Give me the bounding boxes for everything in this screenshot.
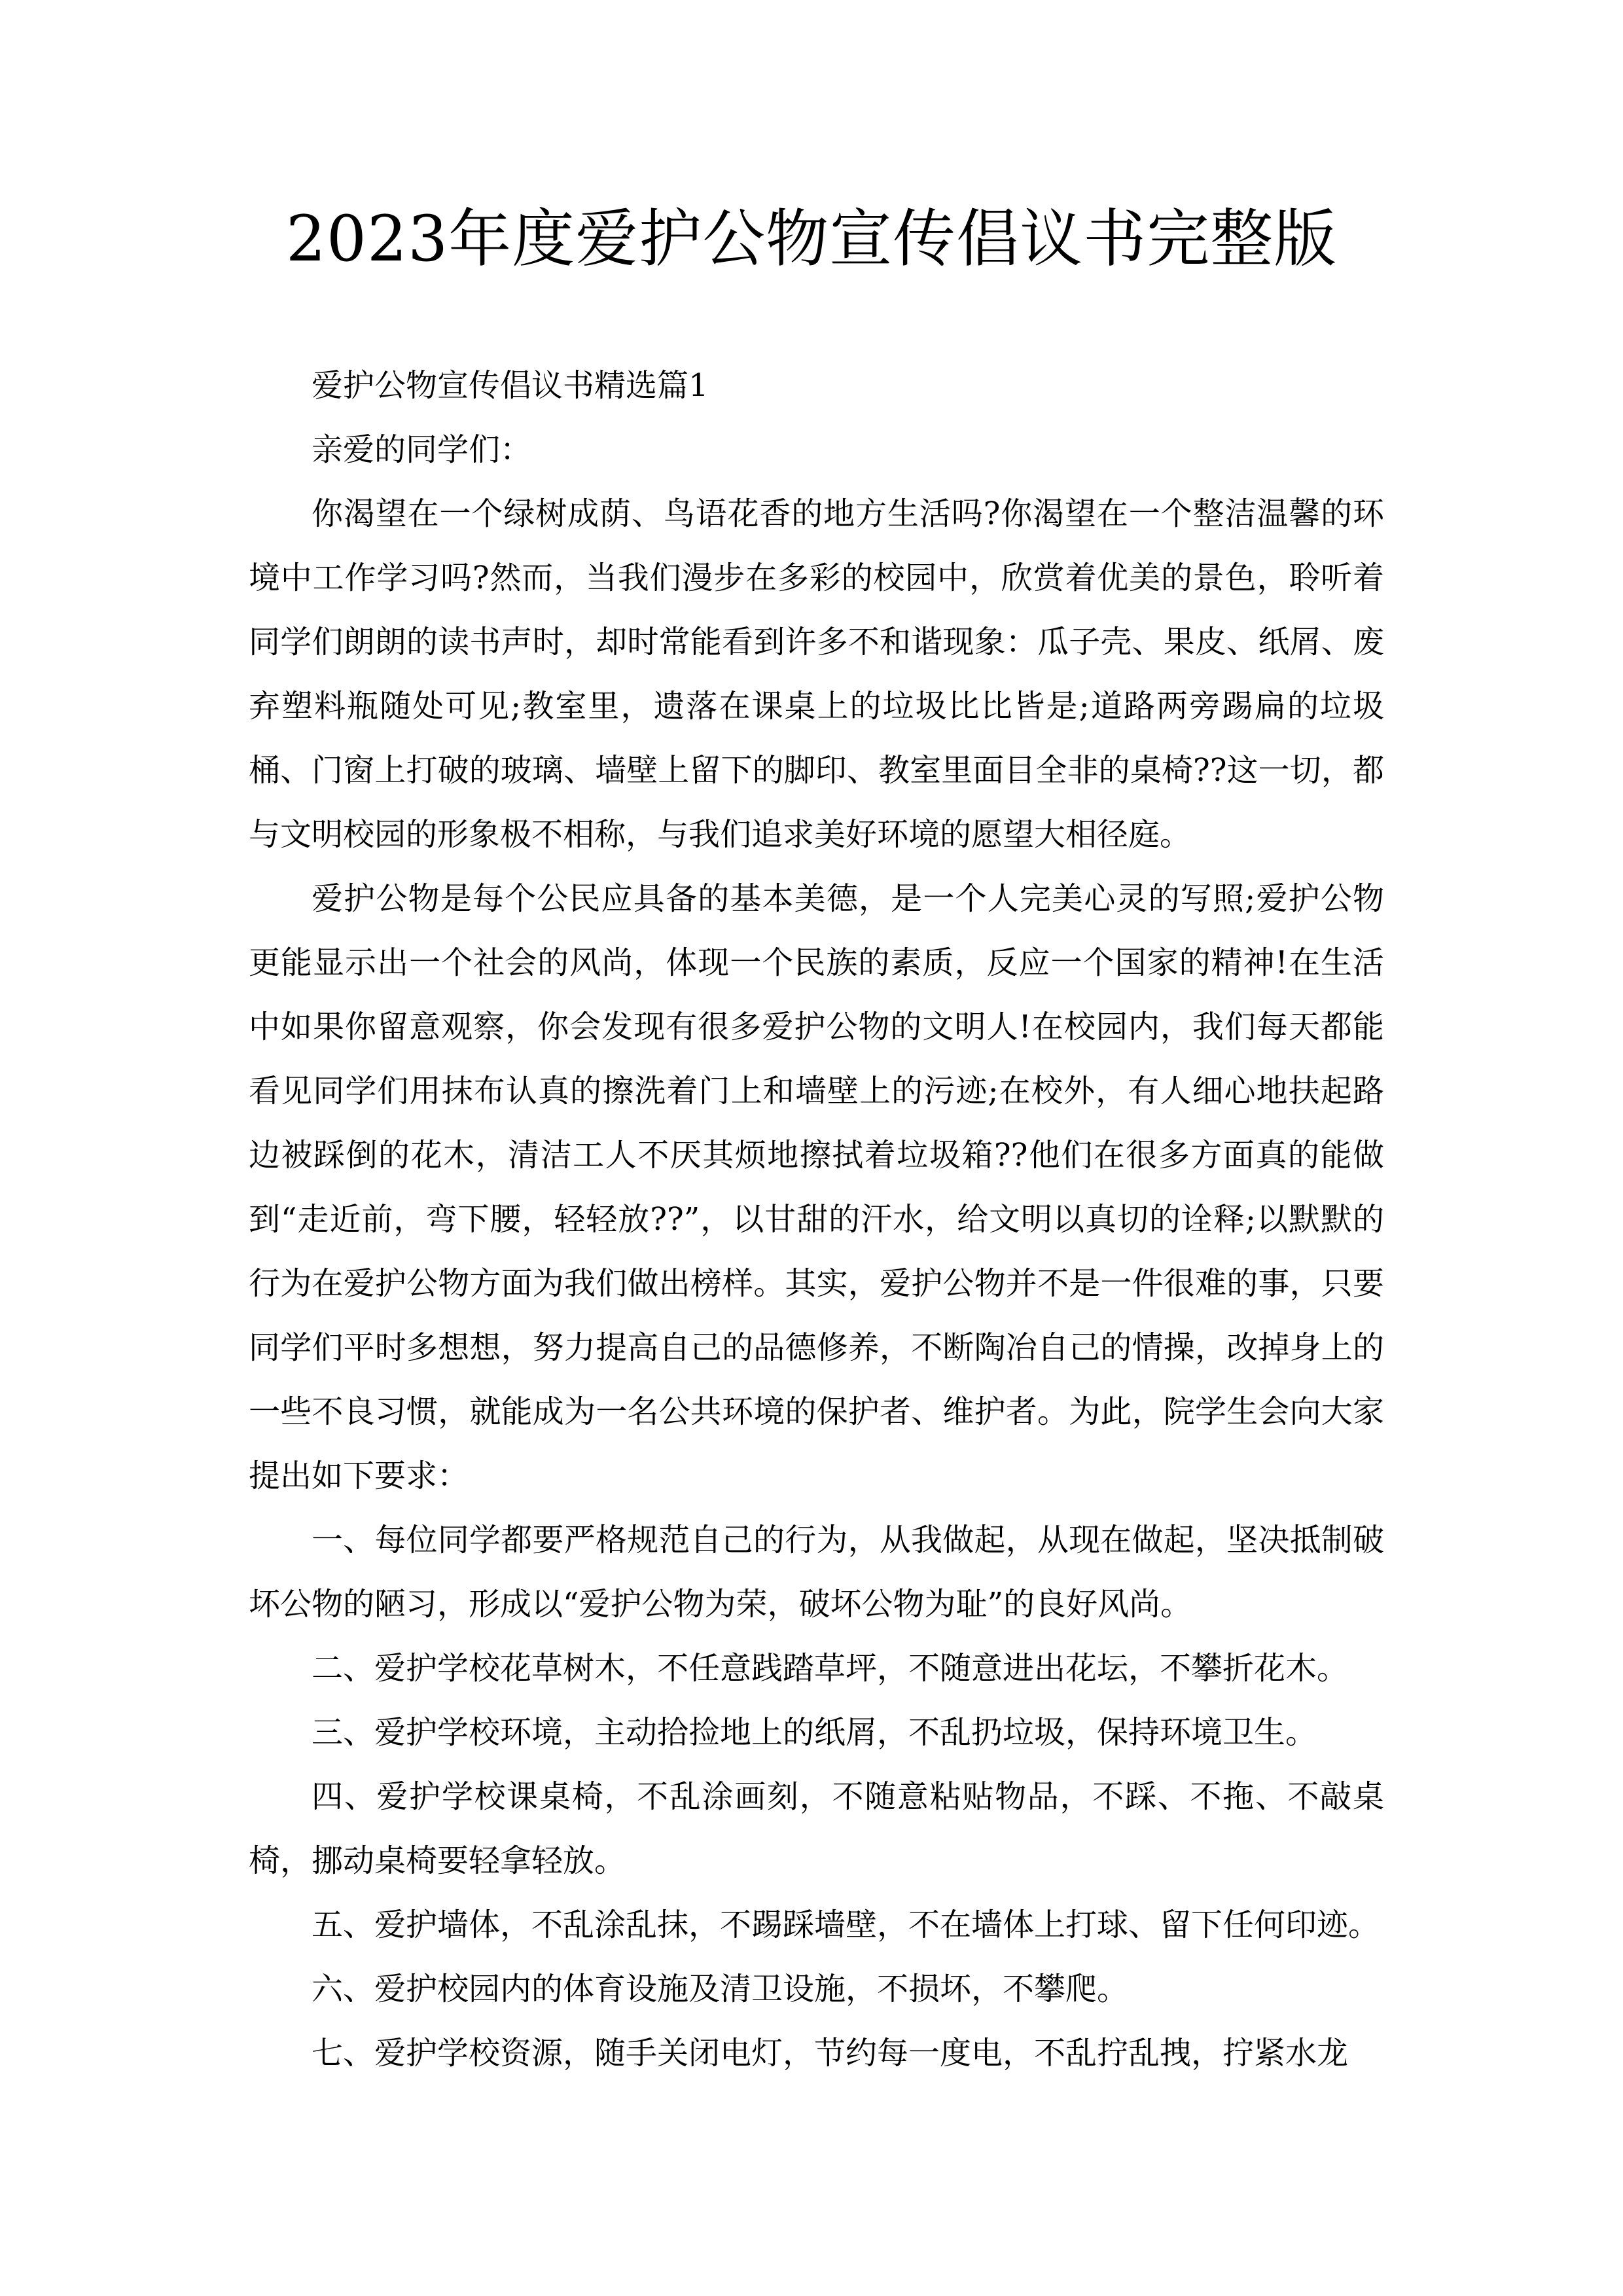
paragraph-virtue: 爱护公物是每个公民应具备的基本美德，是一个人完美心灵的写照;爱护公物更能显示出一个社会的风尚，体现一个民族的素质，反应一个国家的精神!在生活中如果你留意观察，你会发现有很多爱护公物的文明人!在校园内，我们每天都能看见同学们用抹布认真的擦洗着门上和墙壁上的污迹;在校外，有人细心地扶起路边被踩倒的花木，清洁工人不厌其烦地擦拭着垃圾箱??他们在很多方面真的能做到“走近前，弯下腰，轻轻放??”，以甘甜的汗水，给文明以真切的诠释;以默默的行为在爱护公物方面为我们做出榜样。其实，爱护公物并不是一件很难的事，只要同学们平时多想想，努力提高自己的品德修养，不断陶冶自己的情操，改掉身上的一些不良习惯，就能成为一名公共环境的保护者、维护者。为此，院学生会向大家提出如下要求：: [249, 880, 1384, 1494]
requirement-item-3: 三、爱护学校环境，主动拾捡地上的纸屑，不乱扔垃圾，保持环境卫生。: [312, 1714, 1317, 1751]
document-title: 2023年度爱护公物宣传倡议书完整版: [285, 202, 1338, 276]
salutation: 亲爱的同学们：: [312, 431, 532, 468]
paragraph-intro: 你渴望在一个绿树成荫、鸟语花香的地方生活吗?你渴望在一个整洁温馨的环境中工作学习吗?然而，当我们漫步在多彩的校园中，欣赏着优美的景色，聆听着同学们朗朗的读书声时，却时常能看到许多不和谐现象：瓜子壳、果皮、纸屑、废弃塑料瓶随处可见;教室里，遗落在课桌上的垃圾比比皆是;道路两旁踢扁的垃圾桶、门窗上打破的玻璃、墙壁上留下的脚印、教室里面目全非的桌椅??这一切，都与文明校园的形象极不相称，与我们追求美好环境的愿望大相径庭。: [249, 495, 1384, 853]
requirement-item-4: 四、爱护学校课桌椅，不乱涂画刻，不随意粘贴物品，不踩、不拖、不敲桌椅，挪动桌椅要轻拿轻放。: [249, 1778, 1384, 1879]
requirement-item-7: 七、爱护学校资源，随手关闭电灯，节约每一度电，不乱拧乱拽，拧紧水龙: [312, 2035, 1349, 2072]
requirement-item-1: 一、每位同学都要严格规范自己的行为，从我做起，从现在做起，坚决抵制破坏公物的陋习，形成以“爱护公物为荣，破坏公物为耻”的良好风尚。: [249, 1522, 1384, 1623]
requirement-item-6: 六、爱护校园内的体育设施及清卫设施，不损坏，不攀爬。: [312, 1971, 1129, 2007]
requirement-item-5: 五、爱护墙体，不乱涂乱抹，不踢踩墙壁，不在墙体上打球、留下任何印迹。: [312, 1907, 1380, 1943]
document-body: [249, 353, 1384, 2085]
requirement-item-2: 二、爱护学校花草树木，不任意践踏草坪，不随意进出花坛，不攀折花木。: [312, 1650, 1349, 1687]
section-heading: 爱护公物宣传倡议书精选篇1: [312, 367, 709, 404]
